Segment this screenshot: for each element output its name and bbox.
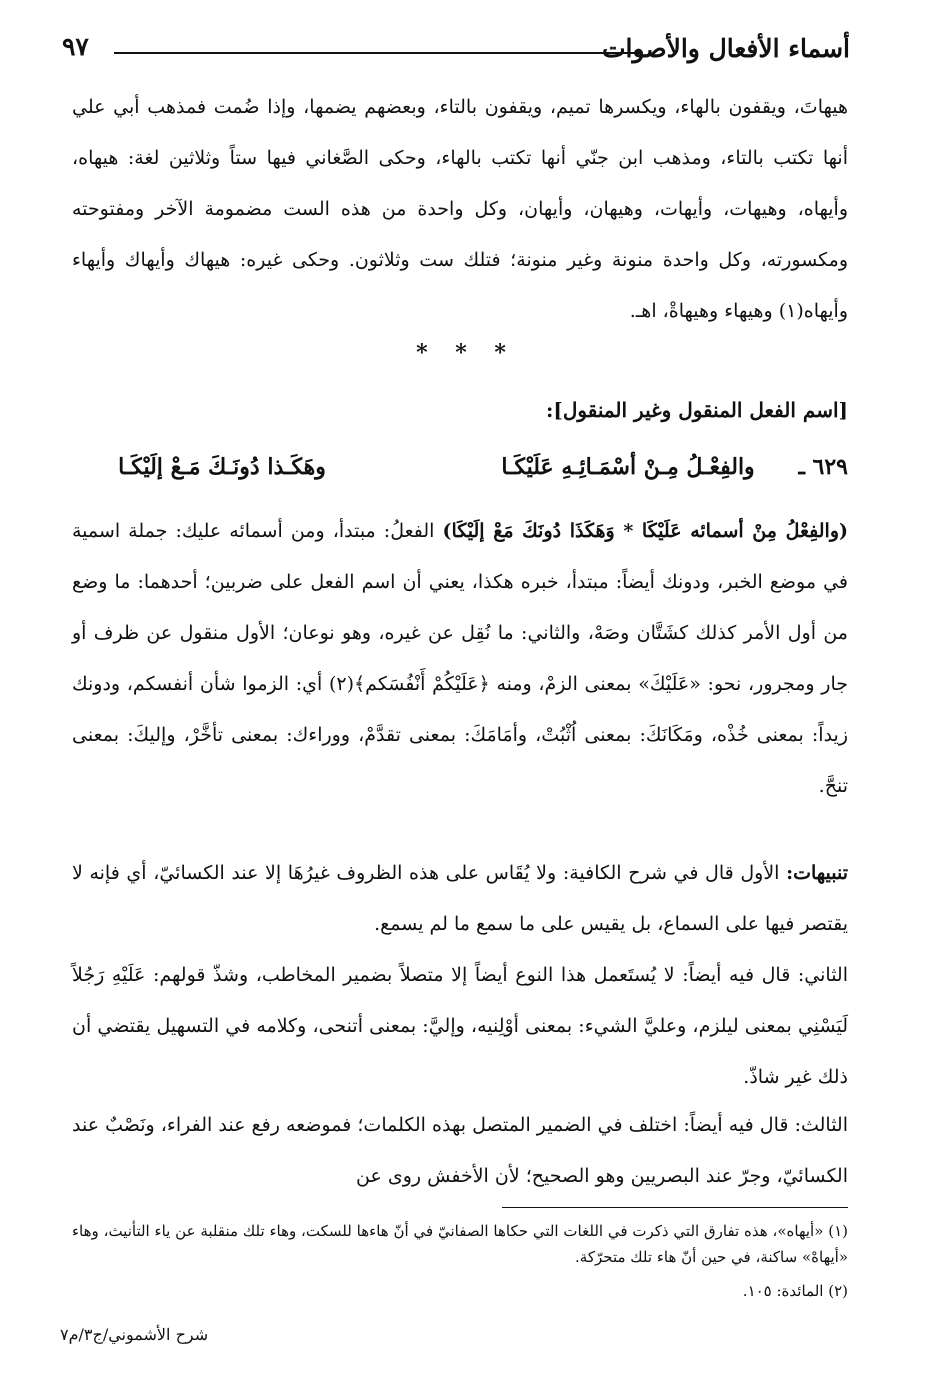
running-title: أسماء الأفعال والأصوات	[601, 34, 850, 63]
footnote: (١) «أيهاه»، هذه تفارق التي ذكرت في اللغات التي حكاها الصفانيّ في أنّ هاءها للسكت، وهاء تلك منقلبة عن ياء التأنيث، وهاء «أيهاهْ» ساكنة، في حين أنّ هاء تلك متحرّكة.	[72, 1222, 848, 1266]
section-separator: * * *	[416, 340, 516, 366]
commentary-quote: (والفِعْلُ مِنْ أسمائه عَلَيْكَا * وَهَكَذَا دُونَكَ مَعْ إلَيْكَا)	[442, 520, 848, 542]
section-heading: [اسم الفعل المنقول وغير المنقول]:	[546, 398, 848, 422]
note-label: الثاني:	[797, 964, 848, 986]
verse-second-hemistich: وهَكَـذا دُونَـكَ مَـعْ إلَيْكَـا	[118, 454, 326, 480]
note-label: الثالث:	[794, 1114, 848, 1136]
footnote: (٢) المائدة: ١٠٥.	[742, 1282, 848, 1300]
page-number: ٩٧	[62, 32, 89, 61]
note-third	[72, 1100, 848, 1202]
note-first	[72, 848, 848, 950]
paragraph-continuation: هيهاتَ، ويقفون بالهاء، ويكسرها تميم، ويقفون بالتاء، وبعضهم يضمها، وإذا ضُمت فمذهب أبي علي أنها تكتب بالتاء، ومذهب ابن جنّي أنها تكتب بالهاء، وحكى الصَّغاني فيها ستاً وثلاثين لغة: هيهاه، وأيهاه، وهيهات، وأيهات، وهيهان، وأيهان، وكل واحدة من هذه الست مضمومة الآخر ومفتوحته ومكسورته، وكل واحدة منونة وغير منونة؛ فتلك ست وثلاثون. وحكى غيره: هيهاك وأيهاك وأيهاء وأيهاه(١) وهيهاء وهيهاةْ، اهـ.	[72, 96, 848, 322]
running-header	[62, 30, 850, 70]
footnotes	[72, 1218, 848, 1304]
header-rule	[114, 52, 640, 54]
signature-footer: شرح الأشموني/ج٣/م٧	[60, 1325, 209, 1344]
note-text: الأول قال في شرح الكافية: ولا يُقَاس على هذه الظروف غيرُهَا إلا عند الكسائيّ، أي فإنه لا يقتصر فيها على السماع، بل يقيس على ما سمع ما لم يسمع.	[72, 862, 848, 935]
verse-first-hemistich: والفِعْـلُ مِـنْ أسْمَـائِـهِ عَلَيْكَـا	[501, 454, 755, 480]
footnote-rule	[502, 1207, 848, 1208]
commentary-text: الفعلُ: مبتدأ، ومن أسمائه عليك: جملة اسمية في موضع الخبر، ودونك أيضاً: مبتدأ، خبره هكذا، يعني أن اسم الفعل على ضربين؛ أحدهما: ما وضع من أول الأمر كذلك كشَتَّان وصَهْ، والثاني: ما نُقِل عن غيره، وهو نوعان؛ الأول منقول عن ظرف أو جار ومجرور، نحو: «عَلَيْكَ» بمعنى الزمْ، ومنه ﴿عَلَيْكُمْ أَنْفُسَكم﴾(٢) أي: الزموا شأن أنفسكم، ودونك زيداً: بمعنى خُذْه، ومَكَانَكَ: بمعنى اُثْبُتْ، وأمَامَكَ: بمعنى تقدَّمْ، ووراءك: بمعنى تأخَّرْ، وإليكَ: بمعنى تنحَّ.	[72, 520, 848, 797]
verse-number: ٦٢٩ ـ	[798, 454, 848, 480]
verse-commentary	[72, 506, 848, 812]
alfiyya-verse	[72, 448, 848, 494]
note-text: قال فيه أيضاً: لا يُستَعمل هذا النوع أيضاً إلا متصلاً بضمير المخاطب، وشذّ قولهم: عَلَيْهِ رَجُلاً لَيَسْنِي بمعنى ليلزم، وعليَّ الشيء: بمعنى أوْلِنيه، وإليَّ: بمعنى أتنحى، وكلامه في التسهيل يقتضي أن ذلك غير شاذّ.	[72, 964, 848, 1088]
note-second	[72, 950, 848, 1103]
note-text: قال فيه أيضاً: اختلف في الضمير المتصل بهذه الكلمات؛ فموضعه رفع عند الفراء، ونَصْبٌ عند الكسائيّ، وجرّ عند البصريين وهو الصحيح؛ لأن الأخفش روى عن	[72, 1114, 848, 1187]
note-label: تنبيهات:	[786, 862, 848, 884]
